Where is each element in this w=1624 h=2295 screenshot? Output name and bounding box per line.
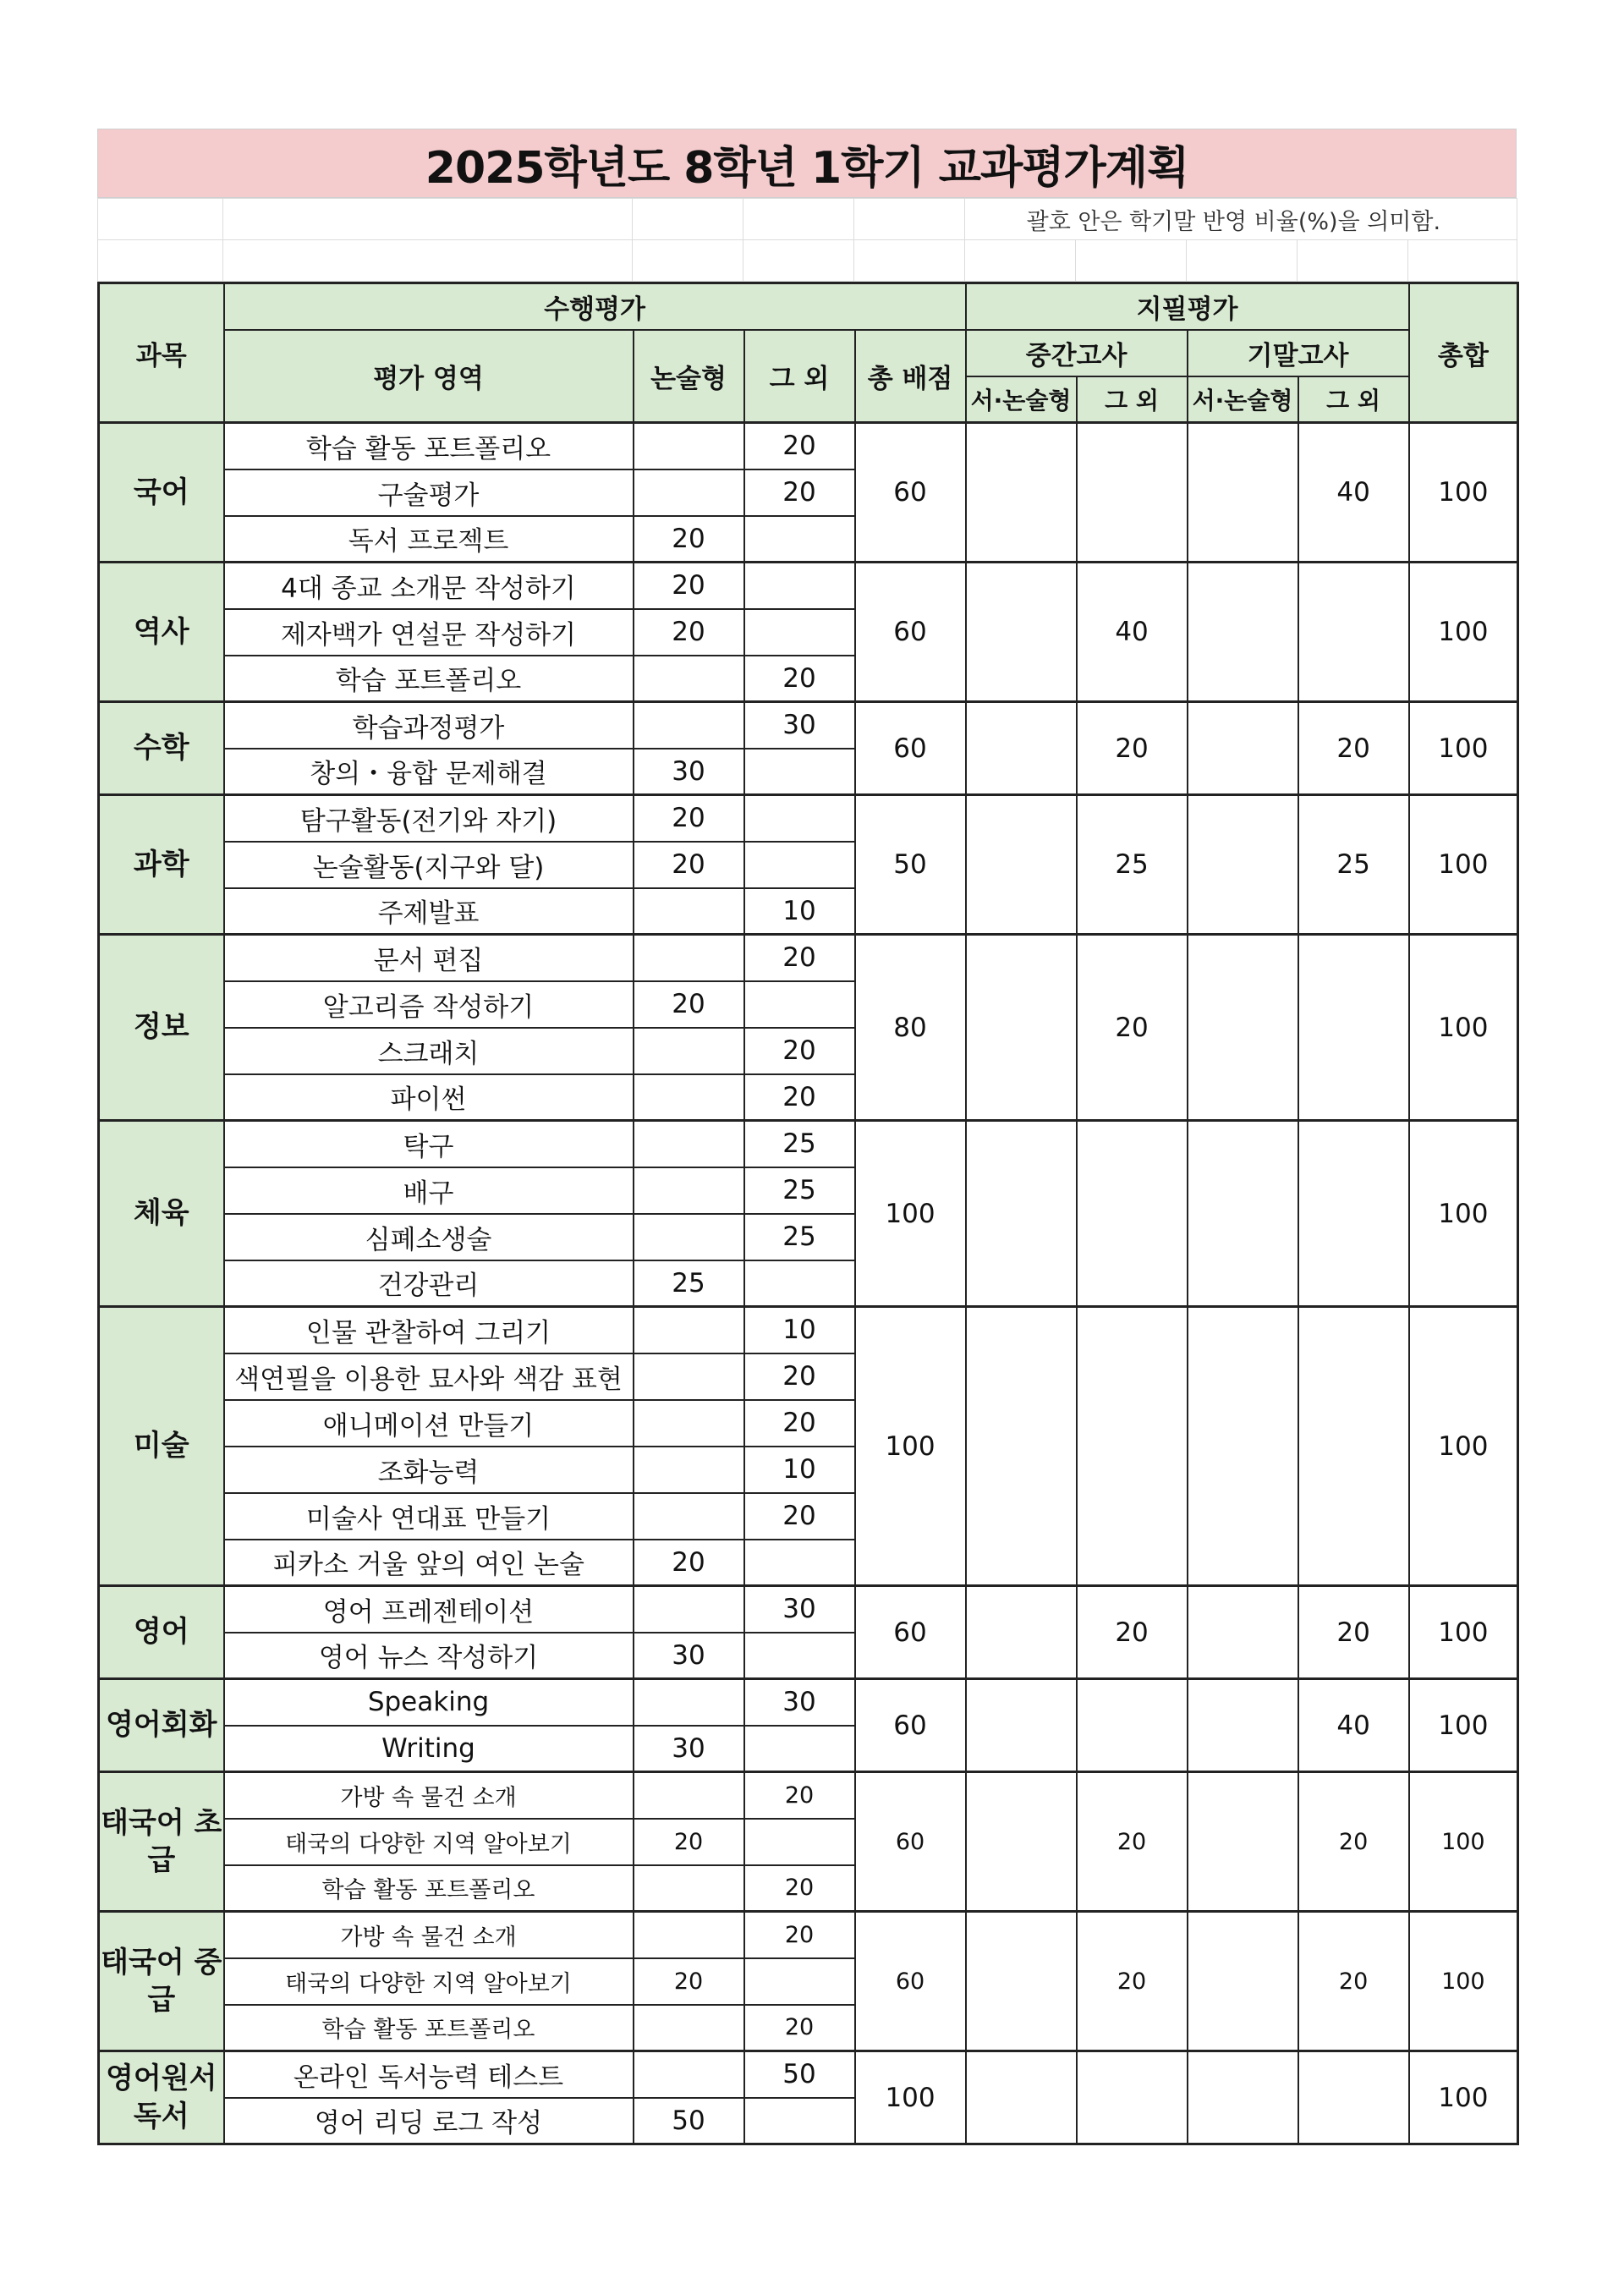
subject-total: 100 <box>1409 1772 1518 1912</box>
eval-area: 미술사 연대표 만들기 <box>224 1493 634 1540</box>
eval-area: 영어 뉴스 작성하기 <box>224 1633 634 1679</box>
subject-total: 100 <box>1409 1679 1518 1772</box>
final-essay <box>1188 1307 1298 1586</box>
final-other: 20 <box>1298 1586 1409 1679</box>
table-row <box>99 1679 1518 1726</box>
eval-area: 건강관리 <box>224 1260 634 1307</box>
midterm-essay <box>966 1586 1077 1679</box>
header-subject: 과목 <box>99 283 224 423</box>
header-performance: 수행평가 <box>224 283 966 330</box>
midterm-other <box>1077 1307 1188 1586</box>
performance-total: 60 <box>855 1586 966 1679</box>
essay-score: 30 <box>634 1726 744 1772</box>
other-score <box>744 1958 855 2005</box>
midterm-essay <box>966 423 1077 563</box>
other-score: 30 <box>744 1586 855 1633</box>
midterm-essay <box>966 563 1077 702</box>
eval-area: 문서 편집 <box>224 935 634 981</box>
performance-total: 60 <box>855 702 966 795</box>
essay-score <box>634 469 744 516</box>
essay-score <box>634 888 744 935</box>
final-other: 40 <box>1298 423 1409 563</box>
other-score <box>744 609 855 656</box>
other-score: 20 <box>744 1493 855 1540</box>
other-score: 20 <box>744 1772 855 1819</box>
final-essay <box>1188 795 1298 935</box>
subject-name: 역사 <box>99 563 224 702</box>
subject-name: 체육 <box>99 1121 224 1307</box>
subject-name: 태국어 중급 <box>99 1912 224 2051</box>
other-score <box>744 1540 855 1586</box>
eval-area: 조화능력 <box>224 1447 634 1493</box>
table-row <box>99 935 1518 981</box>
subject-total: 100 <box>1409 1307 1518 1586</box>
other-score: 20 <box>744 1865 855 1912</box>
essay-score <box>634 1400 744 1447</box>
subject-name: 영어원서 독서 <box>99 2051 224 2144</box>
essay-score: 25 <box>634 1260 744 1307</box>
other-score: 20 <box>744 1912 855 1958</box>
subject-name: 수학 <box>99 702 224 795</box>
eval-area: 심폐소생술 <box>224 1214 634 1260</box>
subject-total: 100 <box>1409 563 1518 702</box>
midterm-other <box>1077 423 1188 563</box>
performance-total: 60 <box>855 1772 966 1912</box>
eval-area: Speaking <box>224 1679 634 1726</box>
midterm-essay <box>966 1307 1077 1586</box>
other-score <box>744 1726 855 1772</box>
other-score <box>744 563 855 609</box>
subject-name: 정보 <box>99 935 224 1121</box>
other-score: 10 <box>744 1447 855 1493</box>
header-mid-essay: 서·논술형 <box>966 376 1077 423</box>
final-other: 25 <box>1298 795 1409 935</box>
midterm-essay <box>966 795 1077 935</box>
other-score: 30 <box>744 1679 855 1726</box>
midterm-essay <box>966 1772 1077 1912</box>
midterm-other: 40 <box>1077 563 1188 702</box>
performance-total: 80 <box>855 935 966 1121</box>
eval-area: 태국의 다양한 지역 알아보기 <box>224 1819 634 1865</box>
other-score: 30 <box>744 702 855 749</box>
header-midterm: 중간고사 <box>966 330 1188 376</box>
subject-total: 100 <box>1409 1121 1518 1307</box>
eval-area: 영어 리딩 로그 작성 <box>224 2098 634 2144</box>
performance-total: 100 <box>855 1307 966 1586</box>
eval-area: 태국의 다양한 지역 알아보기 <box>224 1958 634 2005</box>
other-score <box>744 1260 855 1307</box>
final-other: 20 <box>1298 1772 1409 1912</box>
essay-score <box>634 2051 744 2098</box>
final-other: 20 <box>1298 1912 1409 2051</box>
essay-score <box>634 1353 744 1400</box>
header-total-points: 총 배점 <box>855 330 966 423</box>
eval-area: 가방 속 물건 소개 <box>224 1772 634 1819</box>
essay-score <box>634 935 744 981</box>
midterm-essay <box>966 1679 1077 1772</box>
eval-area: 학습과정평가 <box>224 702 634 749</box>
eval-area: 파이썬 <box>224 1074 634 1121</box>
midterm-other: 20 <box>1077 1912 1188 2051</box>
table-row <box>99 1912 1518 1958</box>
essay-score <box>634 1074 744 1121</box>
essay-score: 20 <box>634 563 744 609</box>
other-score: 20 <box>744 1400 855 1447</box>
essay-score: 20 <box>634 795 744 842</box>
essay-score: 30 <box>634 1633 744 1679</box>
performance-total: 50 <box>855 795 966 935</box>
other-score: 20 <box>744 2005 855 2051</box>
table-row <box>99 1586 1518 1633</box>
other-score: 25 <box>744 1121 855 1167</box>
other-score <box>744 981 855 1028</box>
essay-score: 20 <box>634 842 744 888</box>
eval-area: 가방 속 물건 소개 <box>224 1912 634 1958</box>
essay-score <box>634 1865 744 1912</box>
subject-total: 100 <box>1409 795 1518 935</box>
essay-score <box>634 1121 744 1167</box>
final-other <box>1298 563 1409 702</box>
midterm-other: 20 <box>1077 1772 1188 1912</box>
other-score <box>744 2098 855 2144</box>
table-row <box>99 1772 1518 1819</box>
final-essay <box>1188 1772 1298 1912</box>
final-essay <box>1188 423 1298 563</box>
essay-score <box>634 1772 744 1819</box>
other-score: 20 <box>744 1074 855 1121</box>
eval-area: 알고리즘 작성하기 <box>224 981 634 1028</box>
essay-score <box>634 423 744 469</box>
other-score <box>744 1633 855 1679</box>
other-score: 50 <box>744 2051 855 2098</box>
other-score: 20 <box>744 656 855 702</box>
essay-score <box>634 2005 744 2051</box>
subject-total: 100 <box>1409 702 1518 795</box>
eval-area: 주제발표 <box>224 888 634 935</box>
eval-area: Writing <box>224 1726 634 1772</box>
performance-total: 60 <box>855 1912 966 2051</box>
eval-area: 배구 <box>224 1167 634 1214</box>
final-other <box>1298 935 1409 1121</box>
final-other: 40 <box>1298 1679 1409 1772</box>
other-score <box>744 749 855 795</box>
eval-area: 인물 관찰하여 그리기 <box>224 1307 634 1353</box>
eval-area: 논술활동(지구와 달) <box>224 842 634 888</box>
evaluation-table <box>97 282 1519 2145</box>
subject-total: 100 <box>1409 2051 1518 2144</box>
essay-score <box>634 1028 744 1074</box>
subject-total: 100 <box>1409 935 1518 1121</box>
midterm-essay <box>966 1121 1077 1307</box>
subject-total: 100 <box>1409 1912 1518 2051</box>
eval-area: 영어 프레젠테이션 <box>224 1586 634 1633</box>
final-essay <box>1188 1121 1298 1307</box>
final-essay <box>1188 1679 1298 1772</box>
eval-area: 스크래치 <box>224 1028 634 1074</box>
table-row <box>99 1307 1518 1353</box>
midterm-essay <box>966 2051 1077 2144</box>
final-essay <box>1188 1912 1298 2051</box>
essay-score: 20 <box>634 516 744 563</box>
header-mid-other: 그 외 <box>1077 376 1188 423</box>
essay-score <box>634 1167 744 1214</box>
performance-total: 100 <box>855 1121 966 1307</box>
other-score <box>744 795 855 842</box>
subject-name: 미술 <box>99 1307 224 1586</box>
final-essay <box>1188 1586 1298 1679</box>
eval-area: 4대 종교 소개문 작성하기 <box>224 563 634 609</box>
header-final: 기말고사 <box>1188 330 1409 376</box>
table-row <box>99 795 1518 842</box>
spacer-rows <box>97 198 1517 282</box>
header-total: 총합 <box>1409 283 1518 423</box>
midterm-essay <box>966 935 1077 1121</box>
midterm-other: 20 <box>1077 702 1188 795</box>
midterm-other <box>1077 1679 1188 1772</box>
final-other <box>1298 1121 1409 1307</box>
midterm-other: 20 <box>1077 1586 1188 1679</box>
midterm-essay <box>966 1912 1077 2051</box>
eval-area: 학습 포트폴리오 <box>224 656 634 702</box>
eval-area: 온라인 독서능력 테스트 <box>224 2051 634 2098</box>
essay-score <box>634 1679 744 1726</box>
subject-name: 영어 <box>99 1586 224 1679</box>
other-score: 25 <box>744 1214 855 1260</box>
header-final-other: 그 외 <box>1298 376 1409 423</box>
other-score <box>744 842 855 888</box>
other-score: 20 <box>744 469 855 516</box>
subject-name: 국어 <box>99 423 224 563</box>
essay-score <box>634 1447 744 1493</box>
header-essay: 논술형 <box>634 330 744 423</box>
midterm-other: 20 <box>1077 935 1188 1121</box>
essay-score: 50 <box>634 2098 744 2144</box>
essay-score <box>634 1307 744 1353</box>
table-row <box>99 423 1518 469</box>
table-row <box>99 563 1518 609</box>
eval-area: 제자백가 연설문 작성하기 <box>224 609 634 656</box>
eval-area: 학습 활동 포트폴리오 <box>224 1865 634 1912</box>
header-final-essay: 서·논술형 <box>1188 376 1298 423</box>
subject-name: 영어회화 <box>99 1679 224 1772</box>
eval-area: 구술평가 <box>224 469 634 516</box>
evaluation-sheet <box>97 129 1517 2145</box>
table-row <box>99 1121 1518 1167</box>
other-score: 10 <box>744 888 855 935</box>
other-score: 25 <box>744 1167 855 1214</box>
page-title: 2025학년도 8학년 1학기 교과평가계획 <box>97 129 1517 198</box>
essay-score: 30 <box>634 749 744 795</box>
eval-area: 색연필을 이용한 묘사와 색감 표현 <box>224 1353 634 1400</box>
other-score: 20 <box>744 1353 855 1400</box>
performance-total: 60 <box>855 423 966 563</box>
subject-name: 태국어 초급 <box>99 1772 224 1912</box>
essay-score <box>634 1912 744 1958</box>
other-score <box>744 1819 855 1865</box>
eval-area: 탁구 <box>224 1121 634 1167</box>
header-area: 평가 영역 <box>224 330 634 423</box>
essay-score <box>634 1493 744 1540</box>
essay-score <box>634 1214 744 1260</box>
other-score: 10 <box>744 1307 855 1353</box>
eval-area: 학습 활동 포트폴리오 <box>224 2005 634 2051</box>
other-score: 20 <box>744 935 855 981</box>
final-essay <box>1188 2051 1298 2144</box>
performance-total: 100 <box>855 2051 966 2144</box>
subject-total: 100 <box>1409 1586 1518 1679</box>
final-other <box>1298 1307 1409 1586</box>
header-written: 지필평가 <box>966 283 1409 330</box>
eval-area: 독서 프로젝트 <box>224 516 634 563</box>
eval-area: 창의・융합 문제해결 <box>224 749 634 795</box>
table-row <box>99 2051 1518 2098</box>
midterm-other <box>1077 2051 1188 2144</box>
other-score: 20 <box>744 423 855 469</box>
final-essay <box>1188 702 1298 795</box>
midterm-other: 25 <box>1077 795 1188 935</box>
table-body <box>99 423 1518 2144</box>
other-score <box>744 516 855 563</box>
essay-score: 20 <box>634 1819 744 1865</box>
subject-total: 100 <box>1409 423 1518 563</box>
other-score: 20 <box>744 1028 855 1074</box>
essay-score: 20 <box>634 981 744 1028</box>
final-other: 20 <box>1298 702 1409 795</box>
essay-score: 20 <box>634 609 744 656</box>
table-row <box>99 702 1518 749</box>
essay-score: 20 <box>634 1540 744 1586</box>
eval-area: 피카소 거울 앞의 여인 논술 <box>224 1540 634 1586</box>
note-text: 괄호 안은 학기말 반영 비율(%)을 의미함. <box>965 199 1517 240</box>
essay-score <box>634 656 744 702</box>
essay-score: 20 <box>634 1958 744 2005</box>
header-other: 그 외 <box>744 330 855 423</box>
essay-score <box>634 1586 744 1633</box>
performance-total: 60 <box>855 563 966 702</box>
midterm-other <box>1077 1121 1188 1307</box>
subject-name: 과학 <box>99 795 224 935</box>
performance-total: 60 <box>855 1679 966 1772</box>
midterm-essay <box>966 702 1077 795</box>
final-essay <box>1188 935 1298 1121</box>
final-other <box>1298 2051 1409 2144</box>
essay-score <box>634 702 744 749</box>
final-essay <box>1188 563 1298 702</box>
eval-area: 탐구활동(전기와 자기) <box>224 795 634 842</box>
eval-area: 학습 활동 포트폴리오 <box>224 423 634 469</box>
eval-area: 애니메이션 만들기 <box>224 1400 634 1447</box>
